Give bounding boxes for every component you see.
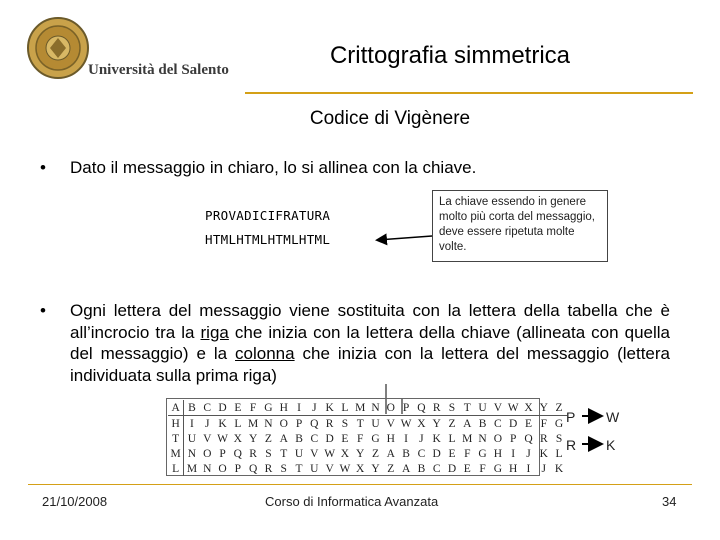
vigenere-table <box>168 400 567 476</box>
table-cell: A <box>463 417 472 430</box>
university-logo <box>20 14 245 94</box>
table-cell: O <box>279 417 288 430</box>
title-divider <box>245 92 693 94</box>
table-cell: X <box>521 400 536 416</box>
mapping-from: R <box>566 437 577 453</box>
table-cell: C <box>432 462 441 475</box>
table-cell: N <box>368 400 383 416</box>
table-cell: M <box>248 417 259 430</box>
table-cell: F <box>357 432 364 445</box>
table-cell: H <box>386 432 395 445</box>
table-cell: B <box>295 432 303 445</box>
table-cell: W <box>506 400 521 416</box>
table-cell: E <box>341 432 349 445</box>
mapping-to: K <box>606 437 616 453</box>
table-cell: V <box>490 400 505 416</box>
table-cell: X <box>356 462 365 475</box>
table-cell: V <box>386 417 395 430</box>
bullet-marker: • <box>40 301 46 320</box>
bullet-text-1: Dato il messaggio in chiaro, lo si allinea con la chiave. <box>70 158 477 177</box>
table-cell: R <box>325 417 334 430</box>
table-cell: P <box>234 462 242 475</box>
table-cell: U <box>187 432 197 445</box>
table-cell: I <box>511 447 516 460</box>
table-cell: V <box>203 432 212 445</box>
table-cell: Z <box>448 417 456 430</box>
table-cell: O <box>203 447 212 460</box>
table-cell: K <box>218 417 227 430</box>
table-cell: U <box>475 400 490 416</box>
page-number: 34 <box>662 494 677 509</box>
table-cell: W <box>400 417 412 430</box>
table-cell: D <box>447 462 457 475</box>
table-cell: S <box>341 417 349 430</box>
table-cell: P <box>509 432 517 445</box>
table-cell: T <box>280 447 288 460</box>
table-cell: U <box>310 462 319 475</box>
bullet-2-part: che inizia con la lettera del messaggio (lettera individuata sulla prima riga) <box>70 344 670 385</box>
table-cell: O <box>383 400 398 416</box>
table-cell: C <box>494 417 502 430</box>
table-cell: Q <box>233 447 242 460</box>
table-cell: T <box>460 400 475 416</box>
table-cell: O <box>218 462 227 475</box>
table-cell: Z <box>387 462 395 475</box>
table-cell: N <box>203 462 212 475</box>
table-cell: B <box>402 447 410 460</box>
plaintext-message: PROVADICIFRATURA <box>205 208 331 223</box>
table-cell: M <box>353 400 368 416</box>
table-cell: Z <box>371 447 380 460</box>
table-cell: N <box>264 417 273 430</box>
table-cell: G <box>493 462 503 475</box>
callout-arrow <box>378 236 432 240</box>
table-cell: L <box>168 461 184 476</box>
table-cell: T <box>295 462 303 475</box>
underlined-colonna: colonna <box>235 344 295 363</box>
table-cell: H <box>276 400 291 416</box>
footer-course: Corso di Informatica Avanzata <box>265 494 439 509</box>
table-cell: Y <box>536 400 551 416</box>
table-row <box>168 416 567 432</box>
table-cell: N <box>478 432 487 445</box>
table-cell: R <box>249 447 257 460</box>
table-cell: U <box>371 417 380 430</box>
table-cell: E <box>463 462 471 475</box>
table-cell: P <box>219 447 226 460</box>
bullet-2-part: che inizia con la lettera della chiave (allineata con quella del messaggio) e la <box>70 322 670 363</box>
table-row <box>168 431 567 446</box>
table-cell: D <box>325 432 334 445</box>
table-cell: J <box>419 432 424 445</box>
table-cell: L <box>555 447 563 460</box>
slide-title: Crittografia simmetrica <box>329 42 571 69</box>
table-cell: Y <box>432 417 441 430</box>
table-cell: B <box>184 400 200 416</box>
table-cell: M <box>186 462 198 475</box>
table-cell: P <box>295 417 303 430</box>
table-cell: I <box>526 462 531 475</box>
table-cell: F <box>540 417 547 430</box>
table-cell: W <box>217 432 228 445</box>
table-cell: T <box>356 417 364 430</box>
table-cell: V <box>325 462 334 475</box>
table-cell: Y <box>356 447 365 460</box>
table-cell: C <box>417 447 426 460</box>
table-cell: A <box>401 462 411 475</box>
table-cell: I <box>190 417 194 430</box>
table-cell: Q <box>414 400 429 416</box>
table-cell: Z <box>264 432 272 445</box>
table-row <box>168 461 567 476</box>
table-row <box>168 446 567 461</box>
table-cell: A <box>168 400 184 416</box>
table-cell: R <box>429 400 444 416</box>
footer-date: 21/10/2008 <box>42 494 108 509</box>
slide-subtitle: Codice di Vigènere <box>309 108 471 129</box>
table-cell: S <box>444 400 459 416</box>
bullet-2-part: Ogni lettera del messaggio viene sostituita con la lettera della tabella che è all’incrocio tra la <box>70 301 670 342</box>
table-cell: X <box>340 447 350 460</box>
repeated-key: HTMLHTMLHTMLHTML <box>205 232 331 247</box>
table-cell: V <box>310 447 319 460</box>
table-cell: I <box>291 400 306 416</box>
underlined-riga: riga <box>200 322 229 342</box>
table-cell: L <box>337 400 352 416</box>
table-cell: F <box>245 400 260 416</box>
table-cell: F <box>464 447 471 460</box>
table-cell: Q <box>524 432 533 445</box>
table-cell: Y <box>371 462 380 475</box>
mapping-to: W <box>606 409 620 425</box>
table-cell: S <box>265 447 272 460</box>
table-cell: D <box>432 447 441 460</box>
table-cell: W <box>324 447 336 460</box>
table-cell: B <box>478 417 487 430</box>
table-cell: G <box>261 400 276 416</box>
table-cell: K <box>322 400 337 416</box>
table-cell: G <box>478 447 487 460</box>
table-cell: H <box>168 416 184 432</box>
table-cell: N <box>187 447 197 460</box>
table-cell: Y <box>248 432 258 445</box>
key-callout: La chiave essendo in genere molto più corta del messaggio, deve essere ripetuta molte volte. <box>432 190 608 262</box>
bullet-text-2 <box>70 300 670 386</box>
table-cell: M <box>168 446 184 461</box>
table-cell: T <box>168 431 184 446</box>
table-cell: E <box>230 400 245 416</box>
table-cell: J <box>205 417 210 430</box>
table-cell: E <box>448 447 456 460</box>
university-seal-icon <box>20 14 245 94</box>
table-cell: H <box>509 462 518 475</box>
table-cell: Q <box>310 417 319 430</box>
table-cell: D <box>509 417 518 430</box>
table-cell: A <box>386 447 395 460</box>
table-cell: W <box>339 462 351 475</box>
table-cell: F <box>479 462 486 475</box>
table-cell: O <box>493 432 503 445</box>
table-cell: U <box>294 447 304 460</box>
table-cell: B <box>417 462 426 475</box>
table-row <box>168 400 567 416</box>
table-cell: M <box>462 432 473 445</box>
footer-divider <box>28 484 692 485</box>
table-cell: C <box>310 432 319 445</box>
table-cell: J <box>307 400 322 416</box>
table-cell: H <box>493 447 503 460</box>
table-cell: G <box>371 432 380 445</box>
table-cell: X <box>233 432 242 445</box>
table-cell: P <box>398 400 413 416</box>
mapping-from: P <box>566 409 576 425</box>
bullet-marker: • <box>40 158 46 177</box>
table-cell: C <box>200 400 215 416</box>
table-cell: Z <box>551 400 566 416</box>
table-cell: I <box>404 432 409 445</box>
table-cell: S <box>280 462 287 475</box>
table-cell: K <box>539 447 548 460</box>
table-cell: J <box>541 462 547 475</box>
table-cell: G <box>554 417 564 430</box>
table-cell: R <box>264 462 273 475</box>
table-cell: L <box>448 432 456 445</box>
table-cell: D <box>215 400 230 416</box>
table-cell: A <box>279 432 288 445</box>
table-cell: K <box>554 462 564 475</box>
table-cell: J <box>526 447 531 460</box>
table-cell: L <box>234 417 242 430</box>
table-cell: K <box>432 432 441 445</box>
table-cell: S <box>555 432 563 445</box>
university-name: Università del Salento <box>88 62 229 78</box>
table-cell: Q <box>248 462 258 475</box>
table-cell: E <box>524 417 532 430</box>
table-cell: X <box>417 417 426 430</box>
table-cell: R <box>539 432 548 445</box>
